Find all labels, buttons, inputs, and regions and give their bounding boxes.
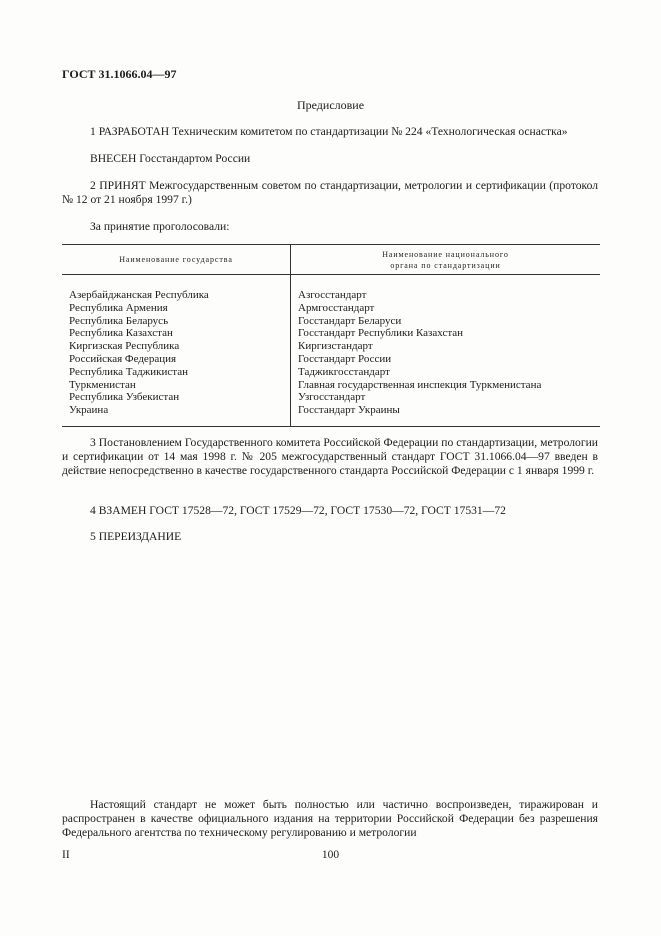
introduced-by: ВНЕСЕН Госстандартом России [90,152,251,165]
item-3-enacted: 3 Постановлением Государственного комитета Российской Федерации по стандартизации, метрологии и сертификации от 14 мая 1998 г. № 205 межгосударственный стандарт ГОСТ 31.1066.04—97 введен в действие непосредственно в качестве государственного стандарта Российской Федерации с 1 января 1999 г. [62,436,598,477]
states-cell [62,275,291,427]
state-name: Республика Беларусь [69,314,169,327]
standards-body-name: Таджикгосстандарт [298,365,390,378]
preface-title: Предисловие [296,98,365,112]
standards-body-name: Азгосстандарт [298,289,367,301]
standards-body-name: Армгосстандарт [298,301,375,314]
standards-body-name: Главная государственная инспекция Туркменистана [298,378,542,391]
standards-body-name: Госстандарт России [298,352,392,365]
page-number: 100 [321,849,340,861]
state-name: Российская Федерация [69,352,177,365]
voting-states-table [62,244,600,427]
standards-body-name: Госстандарт Украины [298,404,400,417]
column-header-body [291,245,601,275]
state-name: Республика Таджикистан [69,365,188,378]
column-header-state: Наименование государства [62,245,291,275]
state-name: Туркменистан [69,378,136,391]
state-name: Киргизская Республика [69,340,180,353]
item-5-reissue: 5 ПЕРЕИЗДАНИЕ [90,530,182,543]
item-4-replaces: 4 ВЗАМЕН ГОСТ 17528—72, ГОСТ 17529—72, ГОСТ 17530—72, ГОСТ 17531—72 [90,504,506,517]
standards-body-name: Госстандарт Республики Казахстан [298,327,464,340]
document-code: ГОСТ 31.1066.04—97 [62,67,177,81]
copyright-notice: Настоящий стандарт не может быть полностью или частично воспроизведен, тиражирован и распространен в качестве официального издания на территории Российской Федерации без разрешения Федерального агентства по техническому регулированию и метрологии [62,798,598,839]
bodies-cell [291,275,601,427]
standards-body-name: Госстандарт Беларуси [298,314,402,327]
item-2-adopted: 2 ПРИНЯТ Межгосударственным советом по стандартизации, метрологии и сертификации (протокол № 12 от 21 ноября 1997 г.) [62,179,598,206]
state-name: Республика Армения [69,301,168,314]
state-name: Украина [69,404,109,417]
state-name: Азербайджанская Республика [69,289,209,301]
standards-body-name: Киргизстандарт [298,340,373,353]
roman-page-number: II [62,849,70,861]
state-name: Республика Казахстан [69,327,173,340]
voted-label: За принятие проголосовали: [90,220,230,233]
standards-body-name: Узгосстандарт [298,391,366,404]
column-header-body-line2: органа по стандартизации [390,260,501,270]
item-1-developed: 1 РАЗРАБОТАН Техническим комитетом по стандартизации № 224 «Технологическая оснастка» [90,125,568,138]
column-header-body-line1: Наименование национального [382,249,509,259]
state-name: Республика Узбекистан [69,391,180,404]
